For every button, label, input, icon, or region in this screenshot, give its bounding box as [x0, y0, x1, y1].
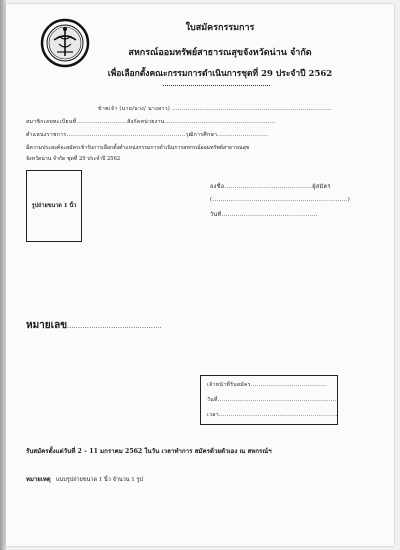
position-field[interactable]: ตำแหน่งราชการ.............................................................วุฒิการศึกษา.......................... — [26, 132, 268, 138]
photo-placeholder — [26, 170, 82, 242]
applicant-printed-name-field[interactable]: (..................................................................) — [210, 197, 351, 203]
remark-text: แนบรูปถ่ายขนาด 1 นิ้ว จำนวน 1 รูป — [55, 477, 143, 483]
officer-date-field[interactable]: วันที่............................................................. — [207, 397, 337, 403]
officer-name-field[interactable]: เจ้าหน้าที่รับสมัคร....................................... — [207, 382, 327, 388]
intent-statement: มีความประสงค์จะสมัครเข้ารับการเลือกตั้งตำแหน่งกรรมการดำเนินการสหกรณ์ออมทรัพย์สาธารณสุข — [26, 145, 250, 151]
applicant-name-field[interactable]: ข้าพเจ้า (นาย/นาง/ นางสาว) .................................................................................. — [98, 106, 332, 112]
applicant-signature-field[interactable]: ลงชื่อ...........................................ผู้สมัคร — [210, 184, 331, 190]
title-divider — [163, 85, 270, 86]
application-period: รับสมัครตั้งแต่วันที่ 2 – 11 มกราคม 2562 ในวัน เวลาทำการ สมัครด้วยตัวเอง ณ สหกรณ์ฯ — [26, 448, 272, 455]
registration-label: หมายเลข — [26, 320, 68, 331]
officer-box — [200, 375, 338, 425]
applicant-date-field[interactable]: วันที่............................................... — [210, 212, 318, 218]
remark — [26, 474, 143, 484]
registration-number — [26, 318, 162, 333]
photo-label: รูปถ่ายขนาด 1 นิ้ว — [31, 203, 77, 209]
intent-statement-cont: จังหวัดน่าน จำกัด ชุดที่ 29 ประจำปี 2562 — [26, 156, 121, 162]
cooperative-name: สหกรณ์ออมทรัพย์สาธารณสุขจังหวัดน่าน จำกัด — [128, 48, 312, 58]
officer-time-field[interactable]: เวลา............................................................. — [207, 412, 338, 418]
member-number-field[interactable]: สมาชิกเลขทะเบียนที่..........................สังกัดหน่วยงาน......................................................... — [26, 119, 276, 125]
registration-number-field[interactable]: ........................................... — [67, 323, 162, 330]
form-title: ใบสมัครกรรมการ — [185, 23, 255, 33]
election-subtitle: เพื่อเลือกตั้งคณะกรรมการดำเนินการชุดที่ 29 ประจำปี 2562 — [107, 69, 333, 79]
remark-label: หมายเหตุ — [26, 476, 51, 483]
cooperative-seal-icon — [40, 18, 90, 68]
